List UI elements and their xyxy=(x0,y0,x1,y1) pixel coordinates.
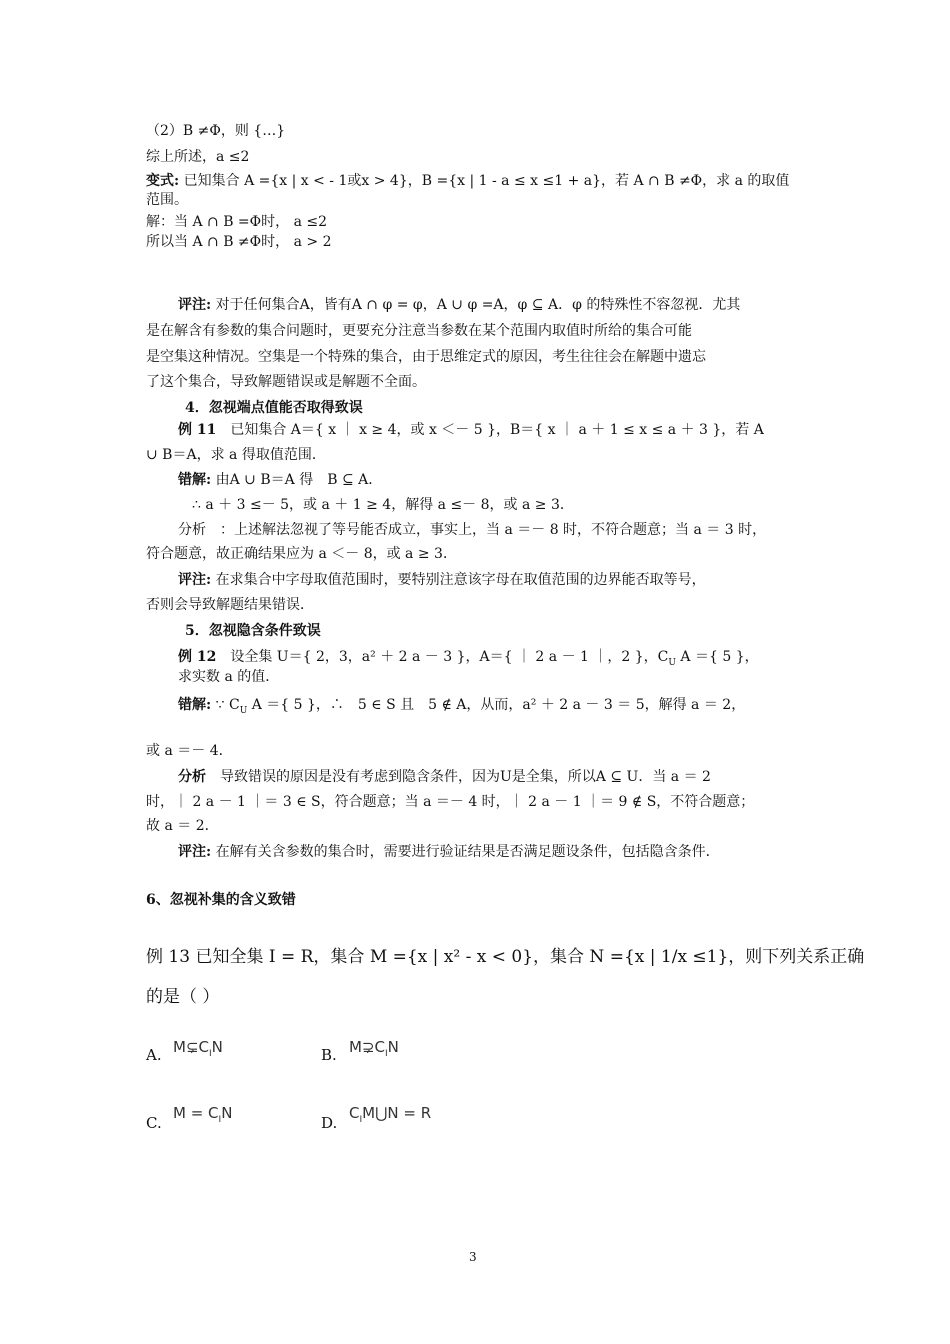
example-13-line-2: 的是（ ） xyxy=(146,987,220,1007)
summary-line: 综上所述，a ≤2 xyxy=(146,149,250,165)
section-heading-6: 6、忽视补集的含义致错 xyxy=(146,892,296,908)
example-12-line-2: 求实数 a 的值． xyxy=(178,669,280,685)
analysis-11-line-2: 符合题意，故正确结果应为 a ＜－ 8，或 a ≥ 3． xyxy=(146,546,457,562)
comment-paragraph-1-line-2: 是在解含有参数的集合问题时，更要充分注意当参数在某个范围内取值时所给的集合可能 xyxy=(146,323,692,339)
analysis-12: 分析 导致错误的原因是没有考虑到隐含条件，因为U是全集，所以A ⊆ U．当 a ＝ 2 xyxy=(178,769,711,785)
option-b-expression: $M⊋C_IN$ xyxy=(349,1038,399,1059)
wrong-solution-11-line-2: ∴ a ＋ 3 ≤－ 5，或 a ＋ 1 ≥ 4，解得 a ≤－ 8，或 a ≥ 3． xyxy=(192,497,574,513)
comment-paragraph-1: 评注: 对于任何集合A，皆有A ∩ φ = φ，A ∪ φ =A，φ ⊆ A．φ 的特殊性不容忽视．尤其 xyxy=(178,297,741,313)
analysis-11: 分析 ：上述解法忽视了等号能否成立，事实上，当 a ＝－ 8 时，不符合题意；当 a ＝ 3 时， xyxy=(178,522,767,538)
comment-11-line-2: 否则会导致解题结果错误． xyxy=(146,597,314,613)
section-heading-4: 4．忽视端点值能否取得致误 xyxy=(185,400,363,416)
comment-paragraph-1-line-3: 是空集这种情况。空集是一个特殊的集合，由于思维定式的原因，考生往往会在解题中遗忘 xyxy=(146,349,706,365)
variant-line-2: 范围。 xyxy=(146,192,188,208)
comment-12: 评注: 在解有关含参数的集合时，需要进行验证结果是否满足题设条件，包括隐含条件． xyxy=(178,844,720,860)
option-d-expression: $C_IM⋃N = R$ xyxy=(349,1104,432,1125)
example-12: 例 12 设全集 U＝{ 2，3，a² ＋ 2 a － 3 }，A＝{ ｜ 2 a － 1 ｜，2 }，$C_U$ A ＝{ 5 }， xyxy=(178,649,759,668)
wrong-solution-11: 错解: 由A ∪ B＝A 得 B ⊆ A． xyxy=(178,472,383,488)
option-a-expression: $M⊊C_IN$ xyxy=(173,1038,223,1059)
example-11: 例 11 已知集合 A＝{ x ｜ x ≥ 4，或 x ＜－ 5 }，B＝{ x ｜ a ＋ 1 ≤ x ≤ a ＋ 3 }，若 A xyxy=(178,422,764,438)
analysis-12-line-3: 故 a ＝ 2． xyxy=(146,818,219,834)
solution-line: 解：当 A ∩ B =Φ时， a ≤2 xyxy=(146,214,328,230)
option-d-label: D. xyxy=(321,1114,338,1132)
case-2-line: （2）B ≠Φ，则 {…} xyxy=(146,123,286,139)
option-b-label: B. xyxy=(321,1046,337,1064)
section-heading-5: 5．忽视隐含条件致误 xyxy=(185,623,321,639)
analysis-12-line-2: 时，｜ 2 a － 1 ｜＝ 3 ∈ S，符合题意；当 a ＝－ 4 时，｜ 2 a － 1 ｜＝ 9 ∉ S，不符合题意； xyxy=(146,794,755,810)
option-a-label: A. xyxy=(146,1046,162,1064)
page-number: 3 xyxy=(469,1250,477,1264)
wrong-solution-12: 错解: ∵ $C_U$ A ＝{ 5 }，∴ 5 ∈ S 且 5 ∉ A，从而，a² ＋ 2 a － 3 ＝ 5，解得 a ＝ 2， xyxy=(178,697,746,716)
wrong-solution-12-line-2: 或 a ＝－ 4． xyxy=(146,743,233,759)
solution-line-2: 所以当 A ∩ B ≠Φ时， a > 2 xyxy=(146,234,332,250)
comment-11: 评注: 在求集合中字母取值范围时，要特别注意该字母在取值范围的边界能否取等号， xyxy=(178,572,706,588)
comment-paragraph-1-line-4: 了这个集合，导致解题错误或是解题不全面。 xyxy=(146,374,426,390)
option-c-expression: $M = C_IN$ xyxy=(173,1104,233,1125)
example-11-line-2: ∪ B＝A，求 a 得取值范围． xyxy=(146,447,326,463)
option-c-label: C. xyxy=(146,1114,162,1132)
variant-line: 变式: 已知集合 A ={x | x < - 1或x > 4}，B ={x | 1 - a ≤ x ≤1 + a}，若 A ∩ B ≠Φ，求 a 的取值 xyxy=(146,173,790,189)
example-13: 例 13 已知全集 I = R，集合 M ={x | x² - x < 0}，集合 N ={x | 1/x ≤1}，则下列关系正确 xyxy=(146,947,865,967)
